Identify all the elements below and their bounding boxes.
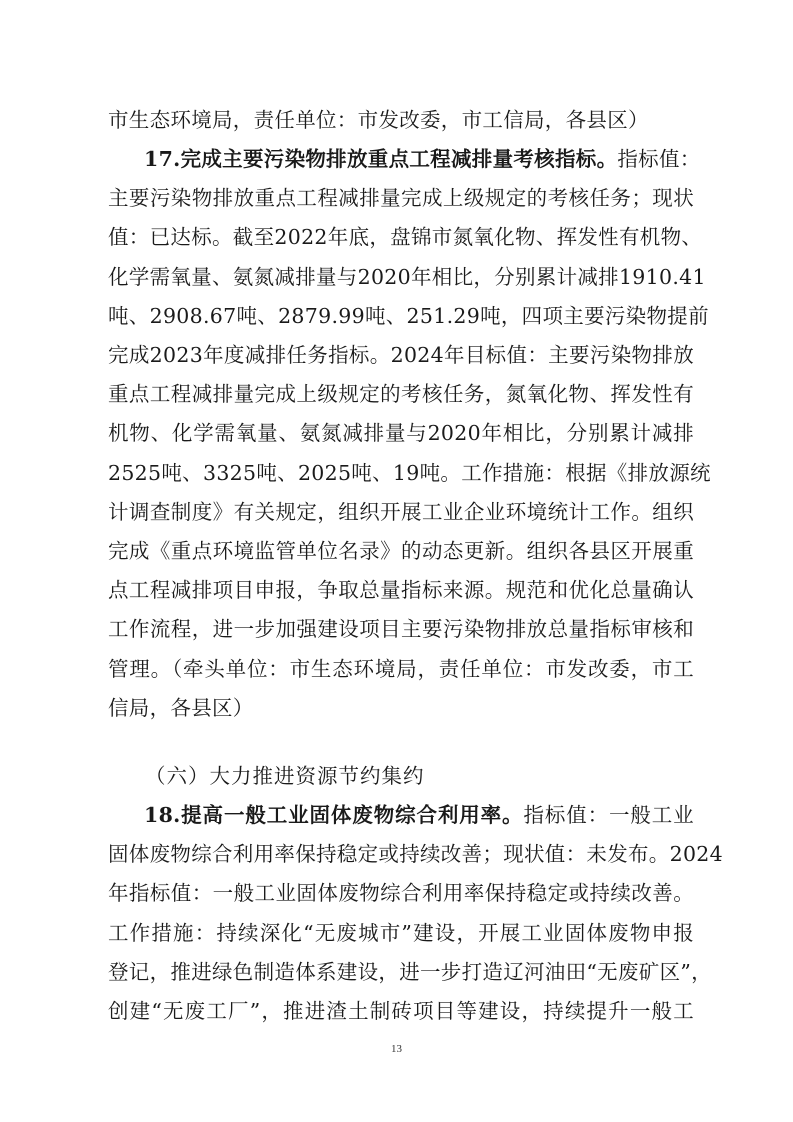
paragraph-18-title: 18.提高一般工业固体废物综合利用率。 (144, 803, 524, 827)
text-line: 工作流程，进一步加强建设项目主要污染物排放总量指标审核和 (108, 617, 694, 642)
text-line: 吨、2908.67吨、2879.99吨、251.29吨，四项主要污染物提前 (108, 303, 709, 328)
text-line: 信局，各县区） (108, 695, 254, 720)
text-line: 工作措施：持续深化“无废城市”建设，开展工业固体废物申报 (108, 920, 694, 945)
text-line: 管理。（牵头单位：市生态环境局，责任单位：市发改委，市工 (108, 656, 694, 681)
paragraph-18 (108, 796, 723, 1031)
text-line: 点工程减排项目申报，争取总量指标来源。规范和优化总量确认 (108, 578, 694, 603)
paragraph-18-first-line (108, 796, 694, 835)
section-heading: （六）大力推进资源节约集约 (145, 764, 425, 788)
page-number: 13 (391, 1043, 402, 1055)
text-line: 年指标值：一般工业固体废物综合利用率保持稳定或持续改善。 (108, 881, 694, 906)
paragraph-17-title: 17.完成主要污染物排放重点工程减排量考核指标。 (144, 147, 618, 171)
paragraph-18-first-rest: 指标值：一般工业 (523, 803, 694, 827)
text-line: 固体废物综合利用率保持稳定或持续改善；现状值：未发布。2024 (108, 842, 723, 867)
text-line: 主要污染物排放重点工程减排量完成上级规定的考核任务；现状 (108, 186, 694, 211)
text-line: 化学需氧量、氨氮减排量与2020年相比，分别累计减排1910.41 (108, 264, 706, 289)
text-line: 完成2023年度减排任务指标。2024年目标值：主要污染物排放 (108, 343, 694, 368)
text-line: 创建“无废工厂”，推进渣土制砖项目等建设，持续提升一般工 (108, 999, 694, 1024)
paragraph-17-first-line (108, 140, 701, 179)
text-line: 完成《重点环境监管单位名录》的动态更新。组织各县区开展重 (108, 539, 694, 564)
text-line: 登记，推进绿色制造体系建设，进一步打造辽河油田“无废矿区”， (108, 959, 712, 984)
text-line: 机物、化学需氧量、氨氮减排量与2020年相比，分别累计减排 (108, 421, 694, 446)
paragraph-17-first-rest: 指标值： (617, 147, 701, 171)
paragraph-17 (108, 140, 711, 728)
text-line: 2525吨、3325吨、2025吨、19吨。工作措施：根据《排放源统 (108, 460, 711, 485)
text-line: 重点工程减排量完成上级规定的考核任务，氮氧化物、挥发性有 (108, 382, 694, 407)
paragraph-16-tail (108, 101, 694, 140)
text-line: 计调查制度》有关规定，组织开展工业企业环境统计工作。组织 (108, 499, 694, 524)
text-line: 值：已达标。截至2022年底，盘锦市氮氧化物、挥发性有机物、 (108, 225, 703, 250)
text-line: 市生态环境局，责任单位：市发改委，市工信局，各县区） (108, 108, 649, 132)
